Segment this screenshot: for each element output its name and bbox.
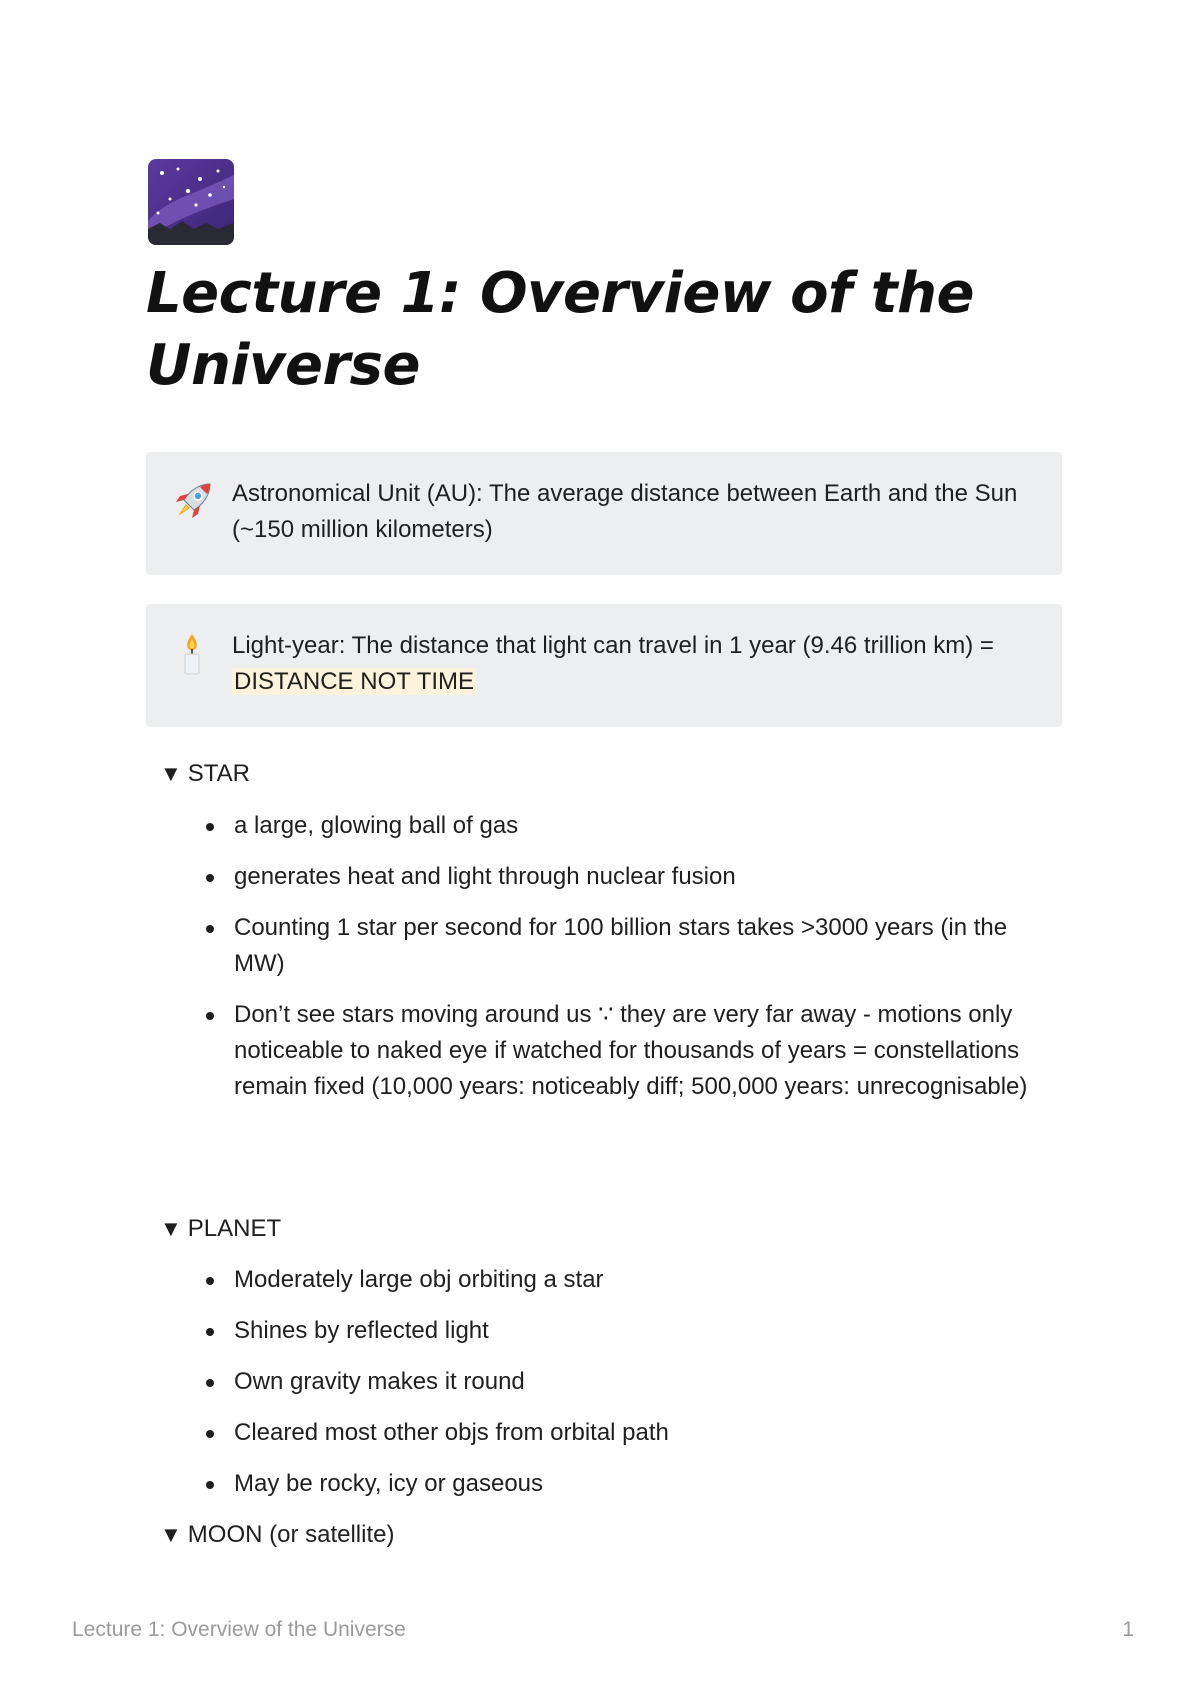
- planet-bullet-list: [200, 1262, 1060, 1517]
- toggle-heading: STAR: [187, 760, 251, 787]
- triangle-down-icon[interactable]: ▼: [160, 1216, 182, 1241]
- toggle-star[interactable]: [160, 757, 250, 791]
- list-item: Own gravity makes it round: [200, 1364, 1060, 1400]
- list-item: Counting 1 star per second for 100 billion stars takes >3000 years (in the MW): [200, 910, 1060, 982]
- milky-way-icon: [148, 159, 234, 245]
- callout-text: Astronomical Unit (AU): The average distance between Earth and the Sun (~150 million kilometers): [232, 480, 1018, 543]
- list-item: Shines by reflected light: [200, 1313, 1060, 1349]
- toggle-planet[interactable]: [160, 1212, 281, 1246]
- star-bullet-list: [200, 808, 1060, 1120]
- callout-text: [232, 628, 1042, 700]
- page-title: Lecture 1: Overview of the Universe: [146, 261, 975, 398]
- footer-title: Lecture 1: Overview of the Universe: [72, 1618, 406, 1641]
- triangle-down-icon[interactable]: ▼: [160, 1522, 182, 1547]
- list-item: Moderately large obj orbiting a star: [200, 1262, 1060, 1298]
- rocket-icon: [170, 478, 216, 524]
- page-number: 1: [1122, 1618, 1134, 1641]
- toggle-heading: PLANET: [187, 1215, 282, 1242]
- list-item: a large, glowing ball of gas: [200, 808, 1060, 844]
- candle-icon: [170, 630, 216, 676]
- highlighted-text: DISTANCE NOT TIME: [234, 668, 475, 695]
- list-item: May be rocky, icy or gaseous: [200, 1466, 1060, 1502]
- list-item: generates heat and light through nuclear fusion: [200, 859, 1060, 895]
- callout-text-before: Light-year: The distance that light can travel in 1 year (9.46 trillion km) =: [232, 632, 994, 659]
- toggle-moon[interactable]: [160, 1518, 394, 1552]
- callout-astronomical-unit: [146, 452, 1062, 575]
- list-item: Cleared most other objs from orbital path: [200, 1415, 1060, 1451]
- toggle-heading: MOON (or satellite): [187, 1521, 395, 1548]
- list-item: Don’t see stars moving around us ∵ they are very far away - motions only noticeable to naked eye if watched for thousands of years = constellations remain fixed (10,000 years: noticeably diff; 500,000 years: unrecognisable): [200, 997, 1060, 1105]
- callout-light-year: [146, 604, 1062, 727]
- triangle-down-icon[interactable]: ▼: [160, 761, 182, 786]
